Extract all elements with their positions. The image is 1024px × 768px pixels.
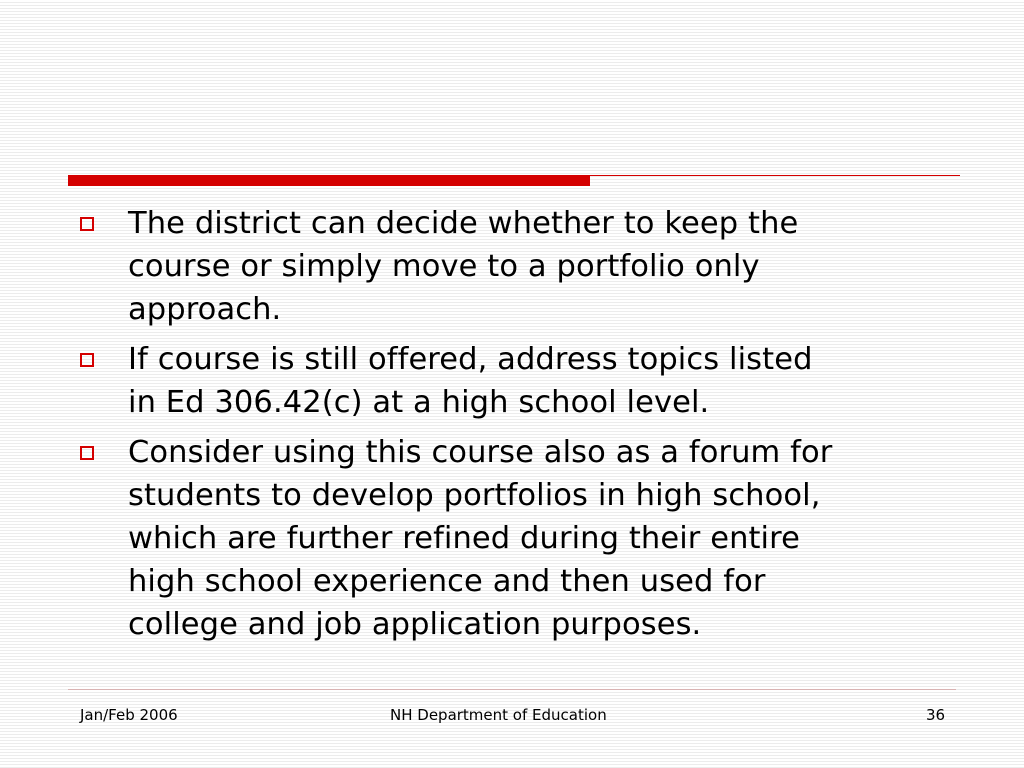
footer-date: Jan/Feb 2006 bbox=[80, 706, 178, 724]
bullet-list bbox=[78, 202, 978, 653]
hollow-square-icon bbox=[80, 353, 94, 367]
bullet-line: approach. bbox=[128, 292, 282, 327]
bullet-line: which are further refined during their entire bbox=[128, 521, 800, 556]
list-item bbox=[78, 338, 978, 424]
bullet-line: in Ed 306.42(c) at a high school level. bbox=[128, 385, 710, 420]
title-accent-line bbox=[590, 175, 960, 176]
list-item bbox=[78, 431, 978, 646]
hollow-square-icon bbox=[80, 446, 94, 460]
bullet-line: college and job application purposes. bbox=[128, 607, 702, 642]
footer-divider bbox=[68, 689, 956, 690]
list-item bbox=[78, 202, 978, 331]
footer-organization: NH Department of Education bbox=[390, 706, 607, 724]
bullet-line: The district can decide whether to keep the bbox=[128, 206, 799, 241]
hollow-square-icon bbox=[80, 217, 94, 231]
page-number: 36 bbox=[926, 706, 946, 724]
bullet-line: If course is still offered, address topics listed bbox=[128, 342, 813, 377]
bullet-line: course or simply move to a portfolio only bbox=[128, 249, 760, 284]
bullet-line: Consider using this course also as a forum for bbox=[128, 435, 833, 470]
bullet-line: high school experience and then used for bbox=[128, 564, 766, 599]
bullet-line: students to develop portfolios in high school, bbox=[128, 478, 821, 513]
title-accent-bar bbox=[68, 175, 590, 186]
